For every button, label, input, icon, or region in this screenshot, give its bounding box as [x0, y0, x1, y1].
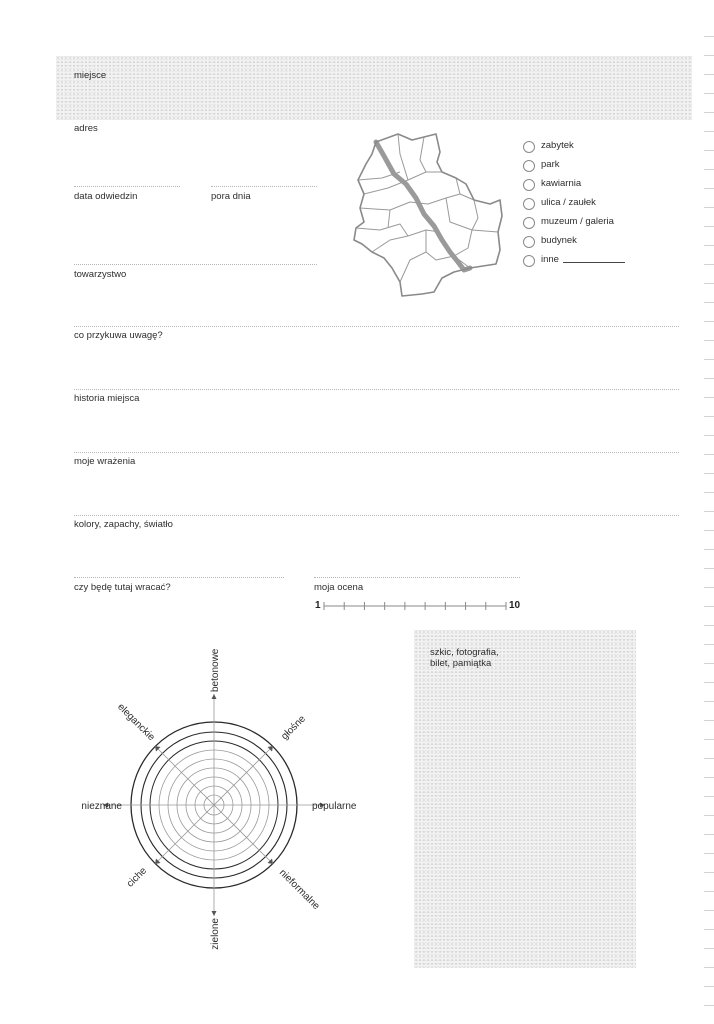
edge-tick [704, 283, 714, 284]
place-type-label: kawiarnia [541, 178, 582, 189]
visit-date-line[interactable] [74, 186, 180, 187]
edge-tick [704, 188, 714, 189]
radar-label-bottom-left: ciche [124, 865, 150, 890]
radar-label-top-left: eleganckie [115, 701, 157, 744]
edge-tick [704, 435, 714, 436]
radio-circle-icon [523, 160, 535, 172]
edge-tick [704, 93, 714, 94]
rating-max: 10 [509, 600, 521, 611]
edge-tick [704, 359, 714, 360]
edge-tick [704, 416, 714, 417]
edge-tick [704, 397, 714, 398]
edge-tick [704, 967, 714, 968]
attention-line[interactable] [74, 326, 679, 327]
edge-tick [704, 872, 714, 873]
radar-label-left: nieznane [81, 801, 122, 812]
history-label: historia miejsca [74, 393, 140, 404]
company-label: towarzystwo [74, 269, 127, 280]
edge-tick [704, 701, 714, 702]
visit-date-label: data odwiedzin [74, 191, 138, 202]
warsaw-map-icon [350, 132, 506, 298]
radar-label-bottom-right: nieformalne [276, 867, 322, 913]
place-field-background [56, 56, 692, 120]
edge-tick [704, 663, 714, 664]
radar-label-top-right: głośne [279, 713, 308, 743]
rating-label: moja ocena [314, 582, 364, 593]
edge-tick [704, 150, 714, 151]
radio-circle-icon [523, 217, 535, 229]
place-type-label: muzeum / galeria [541, 216, 614, 227]
address-label: adres [74, 123, 98, 134]
edge-tick [704, 587, 714, 588]
edge-tick [704, 549, 714, 550]
senses-label: kolory, zapachy, światło [74, 519, 173, 530]
sketch-area[interactable] [414, 630, 636, 968]
history-line[interactable] [74, 389, 679, 390]
return-label: czy będę tutaj wracać? [74, 582, 171, 593]
place-type-label: budynek [541, 235, 577, 246]
edge-tick [704, 74, 714, 75]
company-line[interactable] [74, 264, 317, 265]
edge-tick [704, 511, 714, 512]
edge-tick [704, 834, 714, 835]
sketch-label-line1: szkic, fotografia, [430, 647, 499, 658]
edge-tick [704, 55, 714, 56]
edge-tick [704, 131, 714, 132]
edge-tick [704, 530, 714, 531]
rating-scale[interactable] [322, 600, 508, 614]
edge-tick [704, 568, 714, 569]
time-of-day-line[interactable] [211, 186, 317, 187]
edge-tick [704, 378, 714, 379]
radar-label-top: betonowe [210, 648, 221, 692]
rating-min: 1 [315, 600, 321, 611]
radio-circle-icon [523, 179, 535, 191]
place-type-label: park [541, 159, 560, 170]
edge-tick [704, 929, 714, 930]
edge-tick [704, 492, 714, 493]
edge-tick [704, 625, 714, 626]
rating-line[interactable] [314, 577, 520, 578]
edge-tick [704, 473, 714, 474]
edge-tick [704, 454, 714, 455]
edge-tick [704, 321, 714, 322]
place-character-radar[interactable] [60, 640, 380, 970]
edge-tick [704, 606, 714, 607]
edge-tick [704, 302, 714, 303]
edge-tick [704, 948, 714, 949]
edge-tick [704, 853, 714, 854]
edge-tick [704, 796, 714, 797]
edge-tick [704, 207, 714, 208]
radar-label-right: popularne [312, 801, 357, 812]
place-type-label: ulica / zaułek [541, 197, 596, 208]
attention-label: co przykuwa uwagę? [74, 330, 163, 341]
edge-tick [704, 891, 714, 892]
edge-tick [704, 815, 714, 816]
other-type-line[interactable] [563, 262, 625, 263]
return-line[interactable] [74, 577, 284, 578]
radio-circle-icon [523, 198, 535, 210]
place-type-label: zabytek [541, 140, 574, 151]
edge-tick [704, 986, 714, 987]
edge-tick [704, 682, 714, 683]
edge-tick [704, 739, 714, 740]
edge-tick [704, 36, 714, 37]
radio-circle-icon [523, 236, 535, 248]
radio-circle-icon [523, 141, 535, 153]
edge-tick [704, 245, 714, 246]
time-of-day-label: pora dnia [211, 191, 251, 202]
radar-label-bottom: zielone [210, 918, 221, 950]
place-label: miejsce [74, 70, 107, 81]
senses-line[interactable] [74, 515, 679, 516]
edge-tick [704, 264, 714, 265]
sketch-label-line2: bilet, pamiątka [430, 658, 492, 669]
edge-tick [704, 340, 714, 341]
edge-tick [704, 226, 714, 227]
impressions-line[interactable] [74, 452, 679, 453]
edge-tick [704, 644, 714, 645]
place-type-label: inne [541, 254, 559, 265]
edge-tick [704, 758, 714, 759]
impressions-label: moje wrażenia [74, 456, 136, 467]
edge-tick [704, 169, 714, 170]
edge-tick [704, 1005, 714, 1006]
edge-tick [704, 720, 714, 721]
radio-circle-icon [523, 255, 535, 267]
edge-tick [704, 777, 714, 778]
edge-tick [704, 112, 714, 113]
edge-tick [704, 910, 714, 911]
